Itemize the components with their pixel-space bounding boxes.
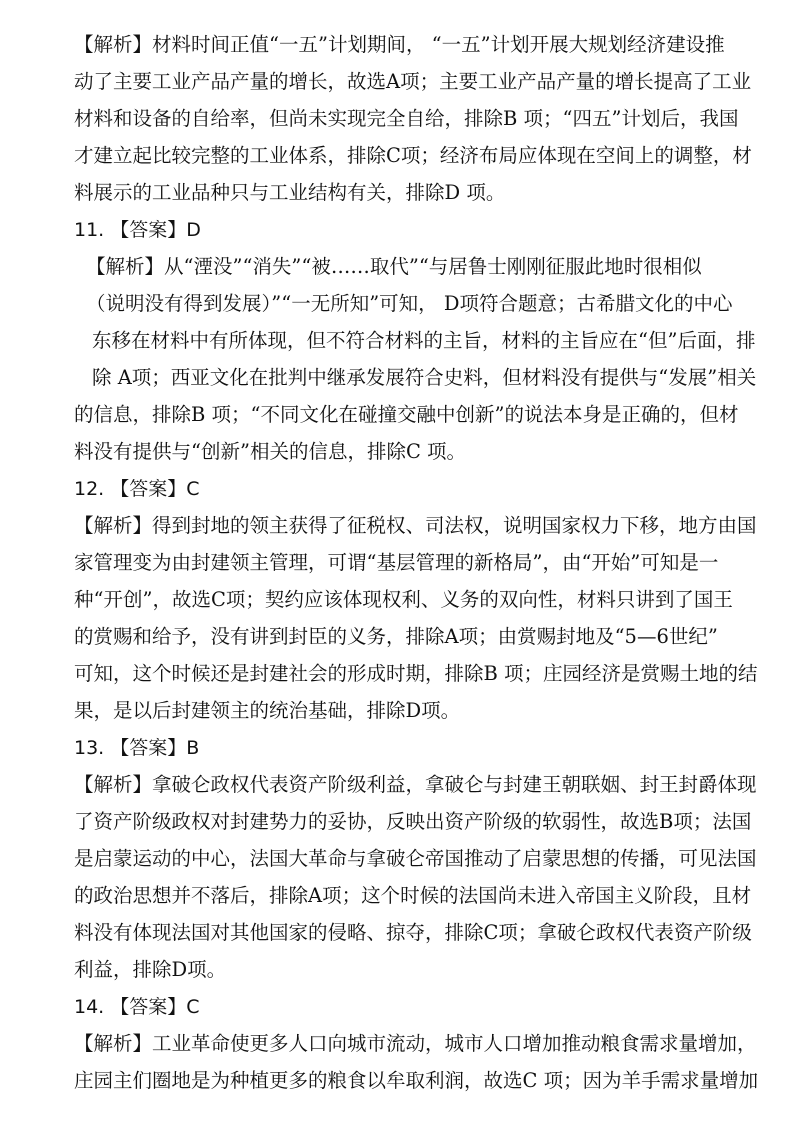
q14-explanation-line: 庄园主们圈地是为种植更多的粮食以牟取利润，故选C 项；因为羊手需求量增加 — [74, 1069, 759, 1092]
q12-explanation-line: 家管理变为由封建领主管理，可谓“基层管理的新格局”，由“开始”可知是一 — [74, 551, 719, 574]
q11-explanation-line: （说明没有得到发展）”“一无所知”可知， D项符合题意；古希腊文化的中心 — [86, 292, 733, 315]
q13-explanation-line: 利益，排除D项。 — [74, 958, 227, 981]
q12-explanation-line: 【解析】得到封地的领主获得了征税权、司法权，说明国家权力下移，地方由国 — [74, 514, 757, 537]
q12-explanation-line: 可知，这个时候还是封建社会的形成时期，排除B 项；庄园经济是赏赐土地的结 — [74, 662, 758, 685]
q10-explanation-line: 【解析】材料时间正值“一五”计划期间， “一五”计划开展大规划经济建设推 — [74, 33, 725, 56]
q11-explanation-line: 除 A项；西亚文化在批判中继承发展符合史料，但材料没有提供与“发展”相关 — [92, 366, 757, 389]
q10-explanation-line: 料展示的工业品种只与工业结构有关，排除D 项。 — [74, 181, 506, 204]
q12-explanation-line: 种“开创”，故选C项；契约应该体现权利、义务的双向性，材料只讲到了国王 — [74, 588, 733, 611]
q14-answer: 14. 【答案】C — [74, 996, 200, 1018]
q12-explanation-line: 果，是以后封建领主的统治基础，排除D项。 — [74, 699, 461, 722]
q13-explanation-line: 了资产阶级政权对封建势力的妥协，反映出资产阶级的软弱性，故选B项；法国 — [74, 810, 752, 833]
q13-explanation-line: 的政治思想并不落后，排除A项；这个时候的法国尚未进入帝国主义阶段，且材 — [74, 884, 752, 907]
q13-explanation-line: 料没有体现法国对其他国家的侵略、掠夺，排除C项；拿破仑政权代表资产阶级 — [74, 921, 752, 944]
q11-explanation-line: 料没有提供与“创新”相关的信息，排除C 项。 — [74, 440, 467, 463]
q11-explanation-line: 的信息，排除B 项；“不同文化在碰撞交融中创新”的说法本身是正确的，但材 — [74, 403, 739, 426]
q14-explanation-line: 【解析】工业革命使更多人口向城市流动，城市人口增加推动粮食需求量增加， — [74, 1032, 757, 1055]
q13-explanation-line: 是启蒙运动的中心，法国大革命与拿破仑帝国推动了启蒙思想的传播，可见法国 — [74, 847, 757, 870]
q10-explanation-line: 材料和设备的自给率，但尚未实现完全自给，排除B 项；“四五”计划后，我国 — [74, 107, 739, 130]
q12-answer: 12. 【答案】C — [74, 478, 200, 500]
q11-explanation-line: 【解析】从“湮没”“消失”“被……取代”“与居鲁士刚刚征服此地时很相似 — [86, 255, 702, 278]
q10-explanation-line: 动了主要工业产品产量的增长，故选A项；主要工业产品产量的增长提高了工业 — [74, 70, 752, 93]
q13-answer: 13. 【答案】B — [74, 737, 200, 759]
q11-answer: 11. 【答案】D — [74, 219, 201, 241]
q10-explanation-line: 才建立起比较完整的工业体系，排除C项；经济布局应体现在空间上的调整，材 — [74, 144, 752, 167]
q11-explanation-line: 东移在材料中有所体现，但不符合材料的主旨，材料的主旨应在“但”后面，排 — [92, 329, 756, 352]
q12-explanation-line: 的赏赐和给予，没有讲到封臣的义务，排除A项；由赏赐封地及“5—6世纪” — [74, 625, 718, 648]
q13-explanation-line: 【解析】拿破仑政权代表资产阶级利益，拿破仑与封建王朝联姻、封王封爵体现 — [74, 773, 757, 796]
